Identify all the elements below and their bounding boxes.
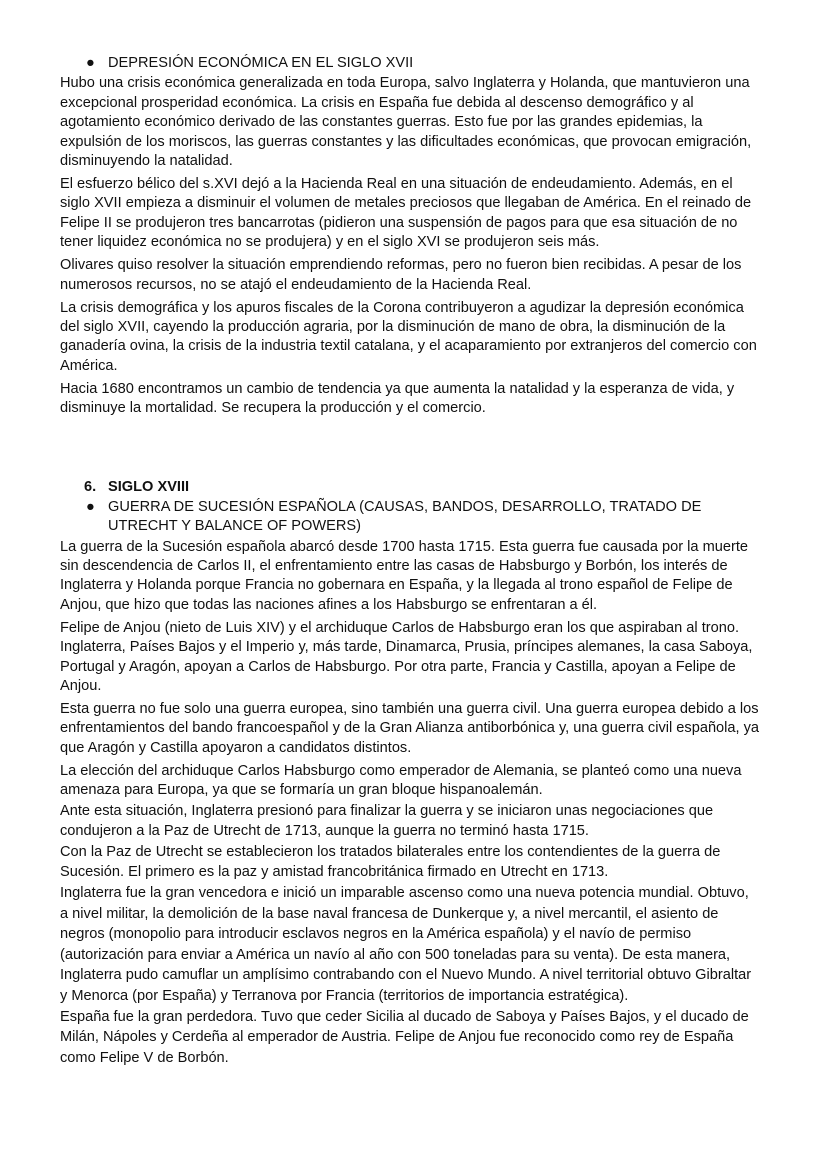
bullet-icon: ●: [86, 55, 95, 71]
heading-text: DEPRESIÓN ECONÓMICA EN EL SIGLO XVII: [108, 55, 414, 71]
section-title-text: SIGLO XVIII: [108, 479, 190, 496]
document-page: [60, 54, 760, 1068]
paragraph: Hacia 1680 encontramos un cambio de tendencia ya que aumenta la natalidad y la esperanza de vida, y disminuye la mortalidad. Se recupera la producción y el comercio.: [60, 380, 735, 417]
paragraph: Inglaterra fue la gran vencedora e inició un imparable ascenso como una nueva potencia mundial. Obtuvo, a nivel militar, la demolición de la base naval francesa de Dunkerque y, a nivel mercantil, el asiento de negros (monopolio para introducir esclavos negros en la América española) y el navío de permiso (autorización para enviar a América un navío al año con 500 toneladas para su venta). De esta manera, Inglaterra pudo camuflar un amplísimo contrabando con el Nuevo Mundo. A nivel territorial obtuvo Gibraltar y Menorca (por España) y Terranova por Francia (territorios de importancia estratégica).: [60, 884, 752, 1004]
paragraph: Ante esta situación, Inglaterra presionó para finalizar la guerra y se iniciaron unas negociaciones que condujeron a la Paz de Utrecht de 1713, aunque la guerra no terminó hasta 1715.: [60, 802, 714, 840]
section-spacer: [60, 422, 760, 478]
section-number: 6.: [84, 479, 97, 496]
paragraph: La guerra de la Sucesión española abarcó desde 1700 hasta 1715. Esta guerra fue causada por la muerte sin descendencia de Carlos II, el enfrentamiento entre las casas de Habsburgo y Borbón, los interés de Inglaterra y Holanda porque Francia no gobernara en España, y la llegada al trono español de Felipe de Anjou, que hizo que todas las naciones afines a los Habsburgo se enfrentaran a él.: [60, 538, 749, 613]
paragraph: Hubo una crisis económica generalizada en toda Europa, salvo Inglaterra y Holanda, que mantuvieron una excepcional prosperidad económica. La crisis en España fue debida al descenso demográfico y al agotamiento económico derivado de las constantes guerras. Esto fue por las grandes epidemias, la expulsión de los moriscos, las guerras constantes y las dificultades económicas, que provocan emigración, disminuyendo la natalidad.: [60, 75, 752, 170]
subheading-text: GUERRA DE SUCESIÓN ESPAÑOLA (CAUSAS, BANDOS, DESARROLLO, TRATADO DE UTRECHT Y BALANCE OF POWERS): [108, 498, 702, 535]
bullet-icon: ●: [86, 498, 95, 515]
paragraph: Con la Paz de Utrecht se establecieron los tratados bilaterales entre los contendientes de la guerra de Sucesión. El primero es la paz y amistad francobritánica firmado en Utrecht en 1713.: [60, 843, 721, 881]
paragraph: Olivares quiso resolver la situación emprendiendo reformas, pero no fueron bien recibidas. A pesar de los numerosos recursos, no se atajó el endeudamiento de la Hacienda Real.: [60, 257, 742, 293]
section-heading-depresion: [60, 54, 760, 73]
paragraph: Felipe de Anjou (nieto de Luis XIV) y el archiduque Carlos de Habsburgo eran los que aspiraban al trono. Inglaterra, Países Bajos y el Imperio y, más tarde, Dinamarca, Prusia, príncipes alemanes, la casa Saboya, Portugal y Aragón, apoyan a Carlos de Habsburgo. Por otra parte, Francia y Castilla, apoyan a Felipe de Anjou.: [60, 619, 753, 694]
subheading-guerra-sucesion: [60, 498, 760, 537]
section-title-siglo-xviii: [60, 478, 760, 497]
paragraph: La crisis demográfica y los apuros fiscales de la Corona contribuyeron a agudizar la depresión económica del siglo XVII, cayendo la producción agraria, por la disminución de mano de obra, la disminución de la ganadería ovina, la crisis de la industria textil catalana, y el acaparamiento por extranjeros del comercio con América.: [60, 299, 757, 374]
paragraph: La elección del archiduque Carlos Habsburgo como emperador de Alemania, se planteó como una nueva amenaza para Europa, ya que se formaría un gran bloque hispanoalemán.: [60, 762, 742, 799]
paragraph: El esfuerzo bélico del s.XVI dejó a la Hacienda Real en una situación de endeudamiento. Además, en el siglo XVII empieza a disminuir el volumen de metales preciosos que llegaban de América. En el reinado de Felipe II se produjeron tres bancarrotas (pidieron una suspensión de pagos para que esa situación de no tener liquidez económica no se produjera) y en el siglo XVI se produjeron seis más.: [60, 176, 752, 251]
paragraph: España fue la gran perdedora. Tuvo que ceder Sicilia al ducado de Saboya y Países Bajos, y el ducado de Milán, Nápoles y Cerdeña al emperador de Austria. Felipe de Anjou fue reconocido como rey de España como Felipe V de Borbón.: [60, 1008, 749, 1066]
paragraph: Esta guerra no fue solo una guerra europea, sino también una guerra civil. Una guerra europea debido a los enfrentamientos del bando francoespañol y de la Gran Alianza antiborbónica y, una guerra civil española, ya que Aragón y Castilla apoyaron a candidatos distintos.: [60, 700, 760, 756]
